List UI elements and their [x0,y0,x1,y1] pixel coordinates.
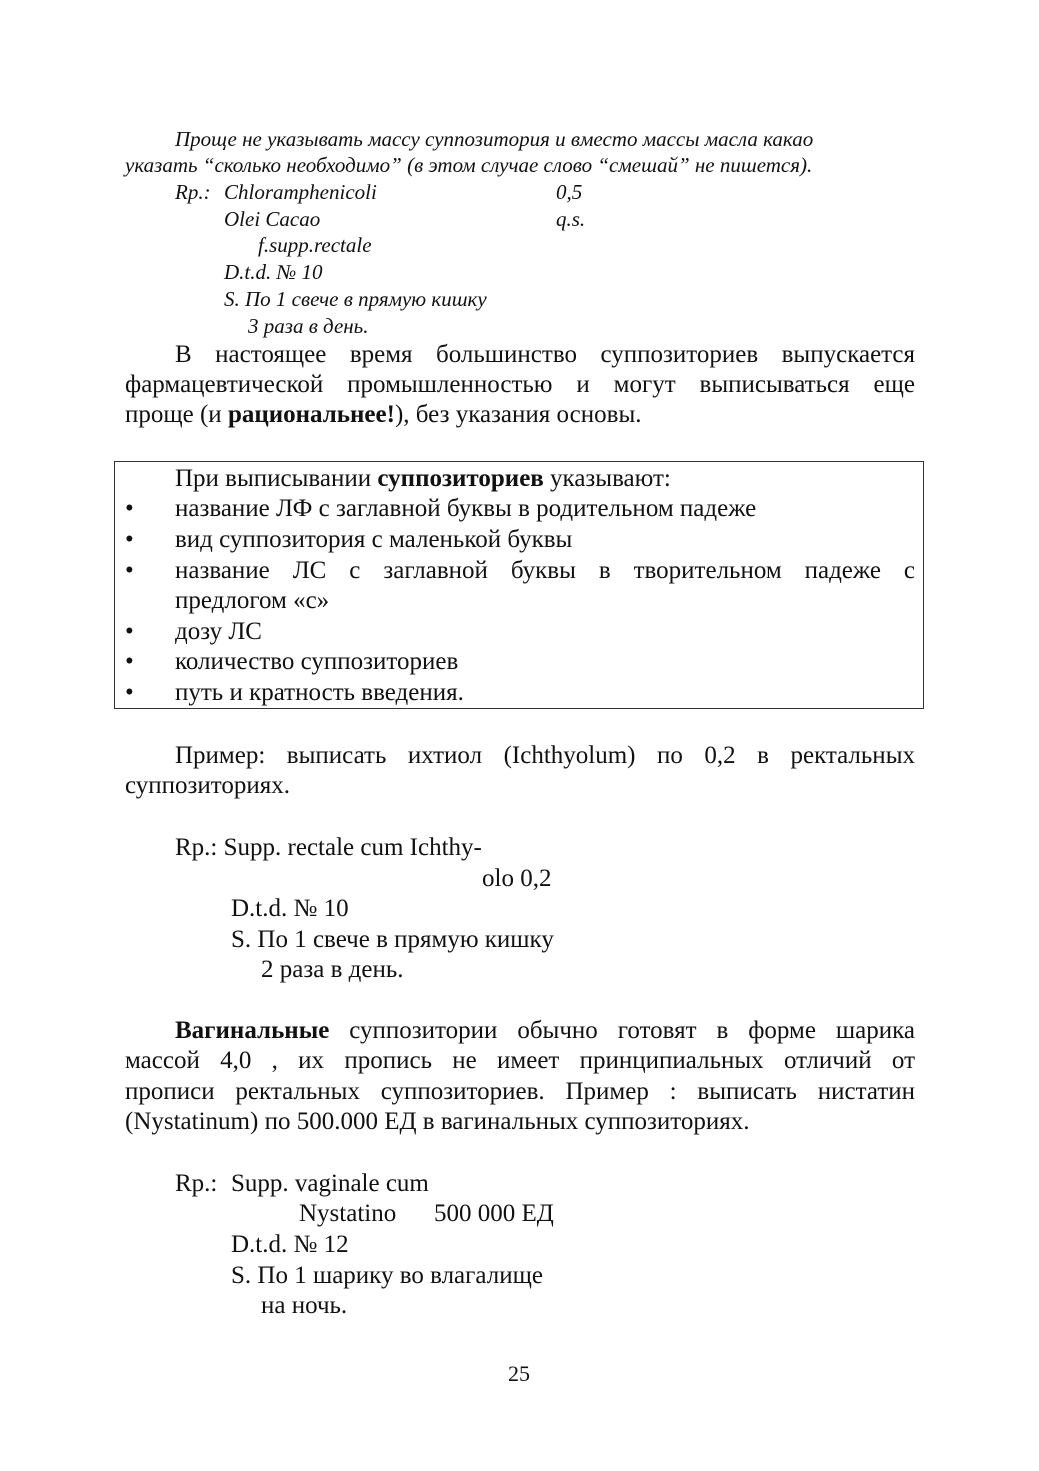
rx1-dtd: D.t.d. № 10 [224,260,323,284]
example1-line-2: суппозиториях. [125,772,291,799]
rx3-dtd: D.t.d. № 12 [231,1231,349,1258]
rx2-line-1: Rp.: Supp. rectale cum Ichthy- [175,834,482,861]
rx3-signa-1: S. По 1 шарику во влагалище [231,1262,543,1289]
rx1-rp: Rp.: [175,180,211,204]
bullet-icon: • [125,618,134,645]
box-item: путь и кратность введения. [175,679,464,706]
rx1-dose-1: 0,5 [556,180,583,204]
bullet-icon: • [125,557,134,584]
rx2-signa-2: 2 раза в день. [261,956,404,983]
box-item: количество суппозиториев [175,648,459,675]
para1-line-1: В настоящее время большинство суппозиториев выпускается [175,341,915,368]
bullet-icon: • [125,679,134,706]
bullet-icon: • [125,526,134,553]
box-item-continued: предлогом «с» [175,587,330,614]
rx1-dose-2: q.s. [556,207,586,231]
rx3-line-1: Supp. vaginale cum [231,1170,429,1197]
page-number: 25 [508,1361,530,1386]
bullet-icon: • [125,495,134,522]
para2-line-2: массой 4,0 , их пропись не имеет принципиальных отличий от [125,1047,915,1074]
rx3-dose: 500 000 ЕД [434,1200,554,1227]
intro-line-1: Проще не указывать массу суппозитория и вместо массы масла какао [175,127,814,151]
box-item: название ЛФ с заглавной буквы в родительном падеже [175,495,757,522]
rx2-line-2: olo 0,2 [482,865,552,892]
rx1-signa-2: 3 раза в день. [248,314,369,338]
bullet-icon: • [125,648,134,675]
para2-line-4: (Nystatinum) по 500.000 ЕД в вагинальных суппозиториях. [125,1108,750,1135]
rx3-signa-2: на ночь. [261,1292,348,1319]
rx1-form: f.supp.rectale [258,233,372,257]
para1-line-3: проще (и рациональнее!), без указания основы. [125,401,642,428]
intro-line-2: указать “сколько необходимо” (в этом случае слово “смешай” не пишется). [125,153,813,177]
rx3-rp: Rp.: [175,1170,218,1197]
rx2-signa-1: S. По 1 свече в прямую кишку [231,926,554,953]
rx2-dtd: D.t.d. № 10 [231,895,349,922]
para2-line-1: Вагинальные суппозитории обычно готовят в форме шарика [175,1017,915,1044]
rx1-drug-1: Chloramphenicoli [224,180,377,204]
box-item: дозу ЛС [175,618,262,645]
rx1-signa-1: S. По 1 свече в прямую кишку [224,287,487,311]
emphasis-rational: рациональнее! [227,401,395,428]
rx3-drug: Nystatino [299,1200,397,1227]
box-item: вид суппозитория с маленькой буквы [175,526,573,553]
example1-line-1: Пример: выписать ихтиол (Ichthyolum) по 0,2 в ректальных [175,742,915,769]
para1-line-2: фармацевтической промышленностью и могут выписываться еще [125,371,915,398]
box-heading: При выписывании суппозиториев указывают: [175,465,671,492]
para2-line-3: прописи ректальных суппозиториев. Пример : выписать нистатин [125,1078,915,1105]
box-item: название ЛС с заглавной буквы в творительном падеже с [175,557,915,584]
rx1-drug-2: Olei Cacao [224,207,321,231]
